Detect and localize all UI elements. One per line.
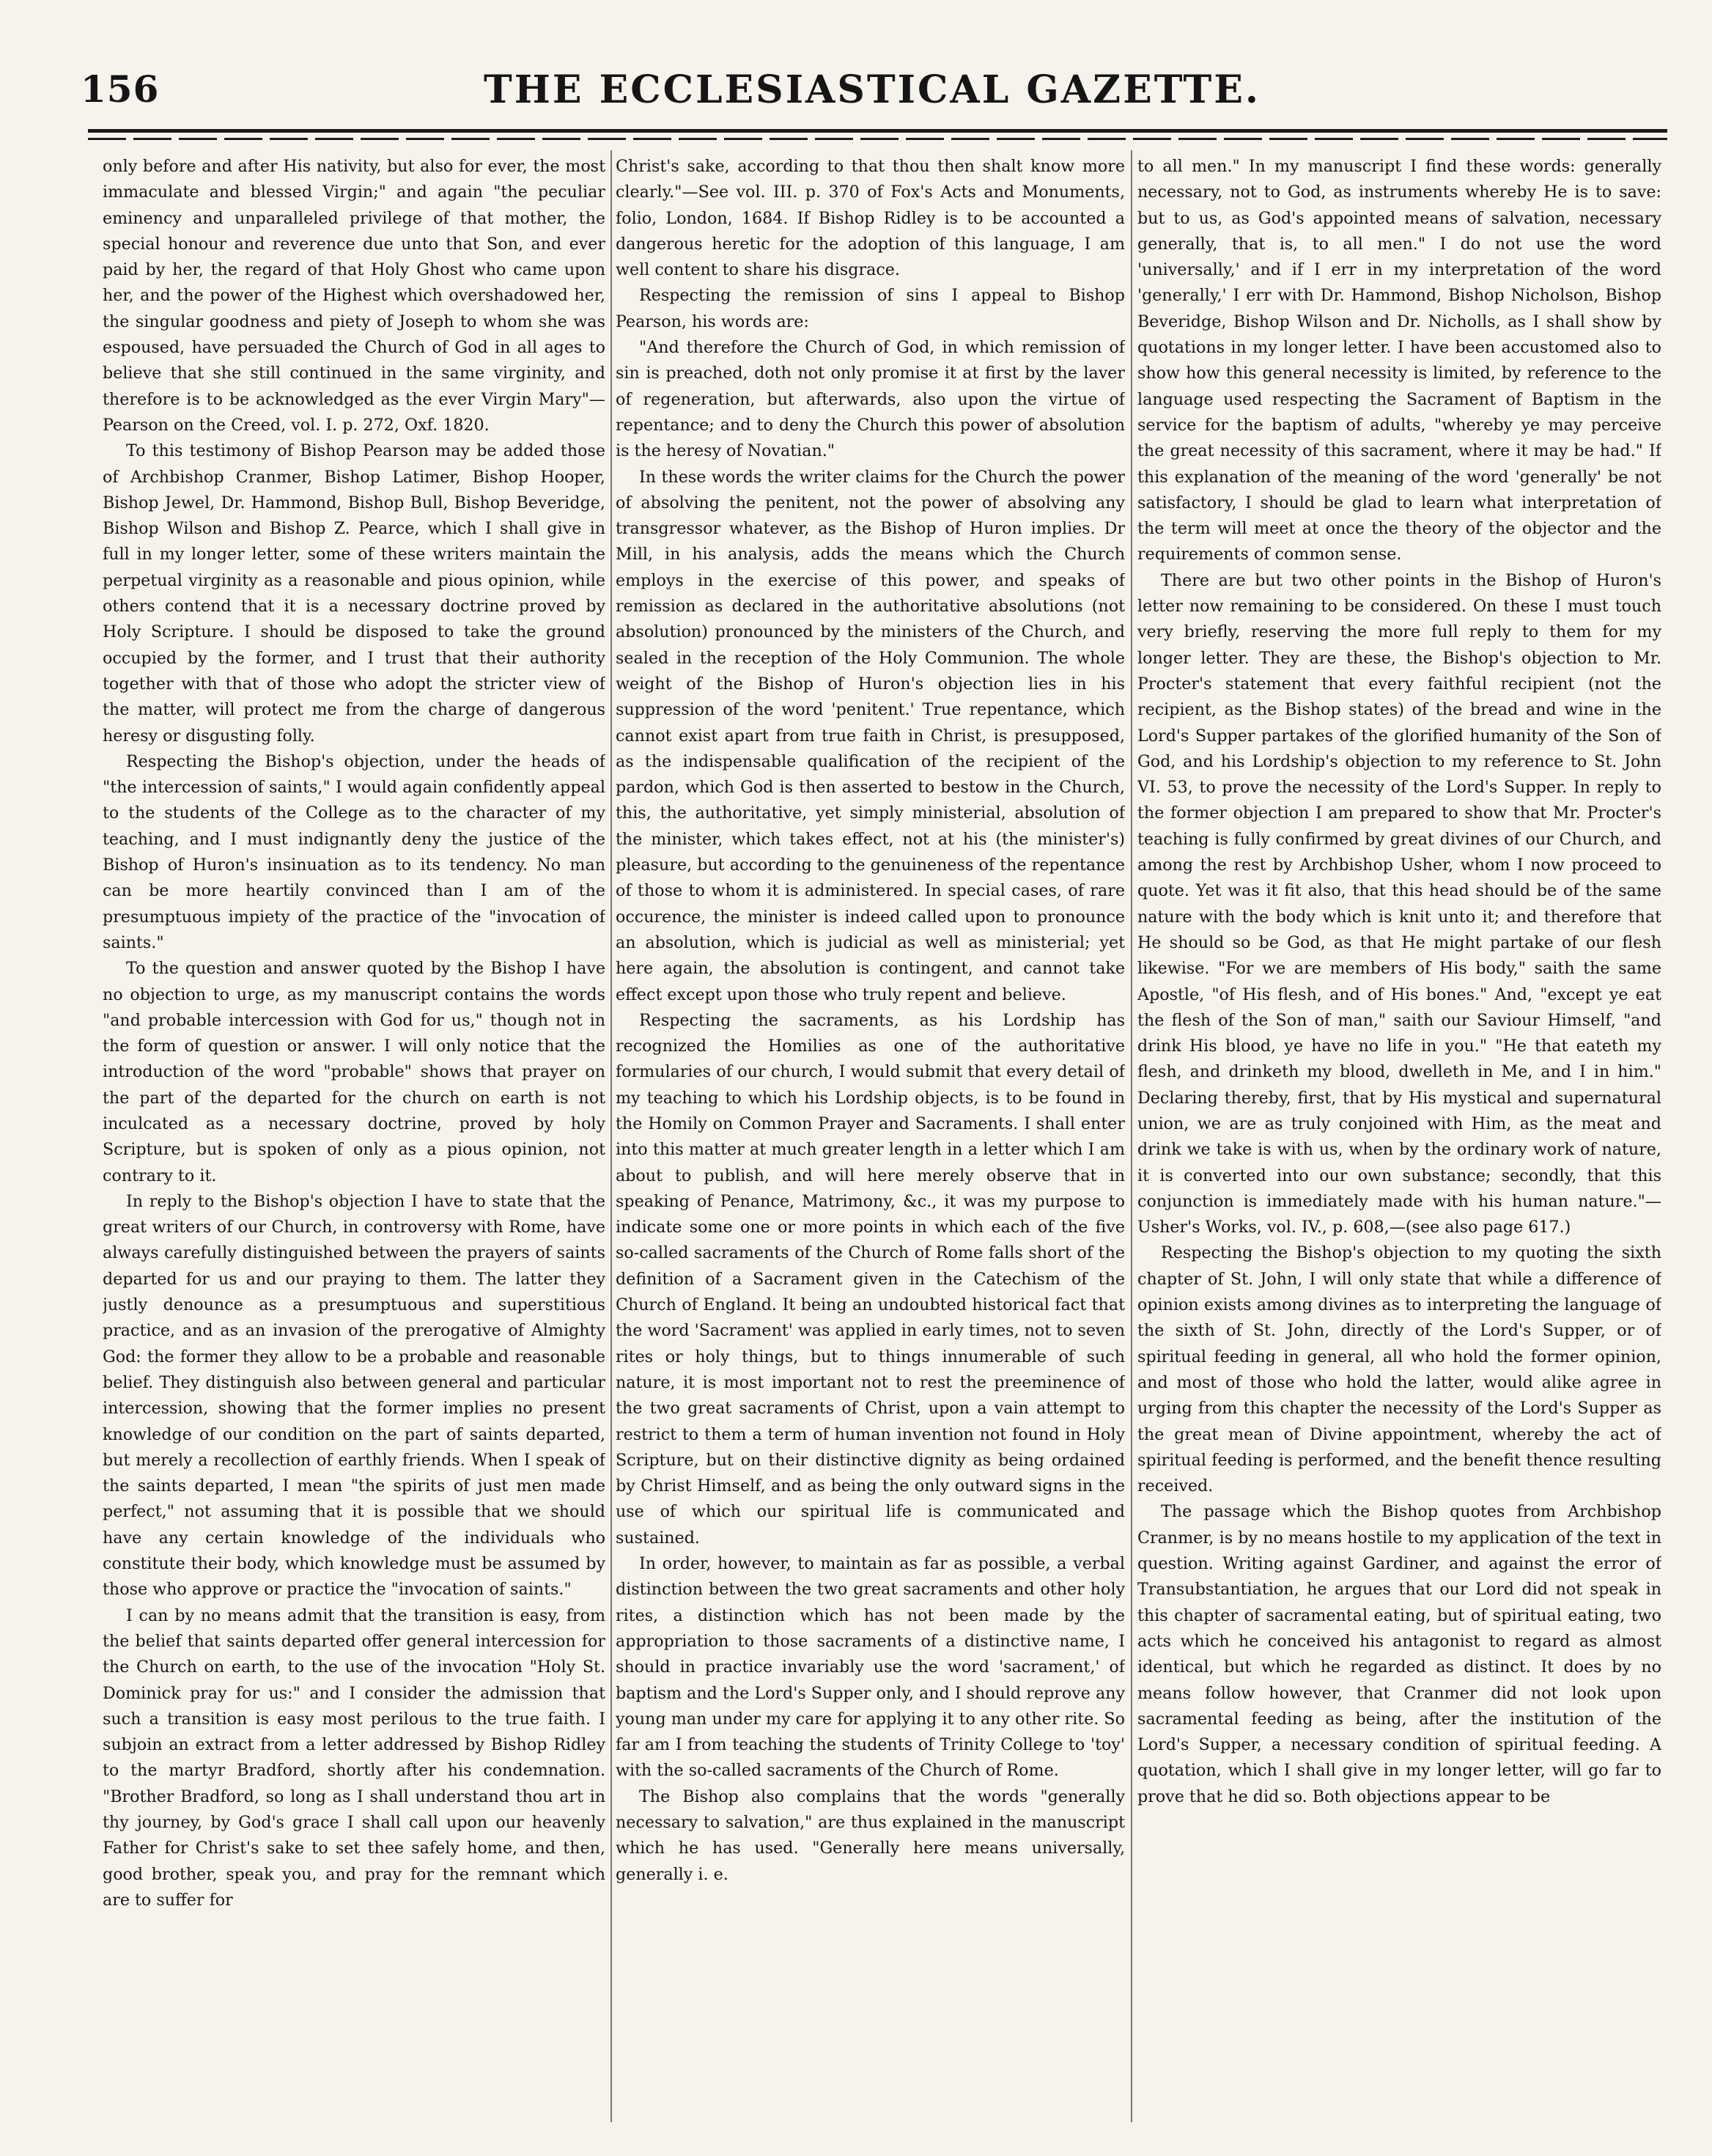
paragraph: Christ's sake, according to that thou then shalt know more clearly."—See vol. III. p. 370 of Fox's Acts and Monuments, folio, London, 1684. If Bishop Ridley is to be accounted a dangerous heretic for the adoption of this language, I am well content to share his disgrace. bbox=[616, 157, 1125, 280]
journal-title: THE ECCLESIASTICAL GAZETTE. bbox=[484, 67, 1261, 112]
paragraph: only before and after His nativity, but also for ever, the most immaculate and blessed Virgin;" and again "the peculiar eminency and unparalleled privilege of that mother, the special honour and reverence due unto that Son, and ever paid by her, the regard of that Holy Ghost who came upon her, and the power of the Highest which overshadowed her, the singular goodness and piety of Joseph to whom she was espoused, have persuaded the Church of God in all ages to believe that she still continued in the same virginity, and therefore is to be acknowledged as the ever Virgin Mary"—Pearson on the Creed, vol. I. p. 272, Oxf. 1820. bbox=[103, 157, 605, 435]
paragraph: The passage which the Bishop quotes from Archbishop Cranmer, is by no means hostile to my application of the text in question. Writing against Gardiner, and against the error of Transubstantiation, he argues that our Lord did not speak in this chapter of sacramental eating, but of spiritual eating, two acts which he conceived his antagonist to regard as almost identical, but which he regarded as distinct. It does by no means follow however, that Cranmer did not look upon sacramental feeding as being, after the institution of the Lord's Supper, a necessary condition of spiritual feeding. A quotation, which I shall give in my longer letter, will go far to prove that he did so. Both objections appear to be bbox=[1137, 1502, 1661, 1806]
paragraph: I can by no means admit that the transition is easy, from the belief that saints departed offer general intercession for the Church on earth, to the use of the invocation "Holy St. Dominick pray for us:" and I consider the admission that such a transition is easy most perilous to the true faith. I subjoin an extract from a letter addressed by Bishop Ridley to the martyr Bradford, shortly after his condemnation. "Brother Bradford, so long as I shall understand thou art in thy journey, by God's grace I shall call upon our heavenly Father for Christ's sake to set thee safely home, and then, good brother, speak you, and pray for the remnant which are to suffer for bbox=[103, 1605, 605, 1910]
paragraph: To this testimony of Bishop Pearson may be added those of Archbishop Cranmer, Bishop Latimer, Bishop Hooper, Bishop Jewel, Dr. Hammond, Bishop Bull, Bishop Beveridge, Bishop Wilson and Bishop Z. Pearce, which I shall give in full in my longer letter, some of these writers maintain the perpetual virginity as a reasonable and pious opinion, while others contend that it is a necessary doctrine proved by Holy Scripture. I should be disposed to take the ground occupied by the former, and I trust that their authority together with that of those who adopt the stricter view of the matter, will protect me from the charge of dangerous heresy or disgusting folly. bbox=[103, 441, 605, 746]
text-column-2 bbox=[616, 154, 1125, 2119]
paragraph: In these words the writer claims for the Church the power of absolving the penitent, not the power of absolving any transgressor whatever, as the Bishop of Huron implies. Dr Mill, in his analysis, adds the means which the Church employs in the exercise of this power, and speaks of remission as declared in the authoritative absolutions (not absolution) pronounced by the ministers of the Church, and sealed in the reception of the Holy Communion. The whole weight of the Bishop of Huron's objection lies in his suppression of the word 'penitent.' True repentance, which cannot exist apart from true faith in Christ, is presupposed, as the indispensable qualification of the recipient of the pardon, which God is then asserted to bestow in the Church, this, the authoritative, yet simply ministerial, absolution of the minister, which takes effect, not at his (the minister's) pleasure, but according to the genuineness of the repentance of those to whom it is administered. In special cases, of rare occurence, the minister is indeed called upon to pronounce an absolution, which is judicial as well as ministerial; yet here again, the absolution is contingent, and cannot take effect except upon those who truly repent and believe. bbox=[616, 467, 1125, 1004]
masthead bbox=[81, 67, 1664, 126]
paragraph: to all men." In my manuscript I find these words: generally necessary, not to God, as instruments whereby He is to save: but to us, as God's appointed means of salvation, necessary generally, that is, to all men." I do not use the word 'universally,' and if I err in my interpretation of the word 'generally,' I err with Dr. Hammond, Bishop Nicholson, Bishop Beveridge, Bishop Wilson and Dr. Nicholls, as I shall show by quotations in my longer letter. I have been accustomed also to show how this general necessity is limited, by reference to the language used respecting the Sacrament of Baptism in the service for the baptism of adults, "whereby ye may perceive the great necessity of this sacrament, where it may be had." If this explanation of the meaning of the word 'generally' be not satisfactory, I should be glad to learn what interpretation of the term will meet at once the theory of the objector and the requirements of common sense. bbox=[1137, 157, 1661, 564]
paragraph: Respecting the remission of sins I appeal to Bishop Pearson, his words are: bbox=[616, 286, 1125, 331]
text-column-1 bbox=[103, 154, 605, 2119]
header-dashed-rule bbox=[88, 138, 1667, 140]
page-number: 156 bbox=[81, 67, 160, 111]
paragraph: In reply to the Bishop's objection I have to state that the great writers of our Church, in controversy with Rome, have always carefully distinguished between the prayers of saints departed for us and our praying to them. The latter they justly denounce as a presumptuous and superstitious practice, and as an invasion of the prerogative of Almighty God: the former they allow to be a probable and reasonable belief. They distinguish also between general and particular intercession, showing that the former implies no present knowledge of our condition on the part of saints departed, but merely a recollection of earthly friends. When I speak of the saints departed, I mean "the spirits of just men made perfect," not assuming that it is possible that we should have any certain knowledge of the individuals who constitute their body, which knowledge must be assumed by those who approve or practice the "invocation of saints." bbox=[103, 1191, 605, 1600]
column-divider bbox=[1131, 150, 1132, 2122]
paragraph: In order, however, to maintain as far as possible, a verbal distinction between the two great sacraments and other holy rites, a distinction which has not been made by the appropriation to those sacraments of a distinctive name, I should in practice invariably use the word 'sacrament,' of baptism and the Lord's Supper only, and I should reprove any young man under my care for applying it to any other rite. So far am I from teaching the students of Trinity College to 'toy' with the so-called sacraments of the Church of Rome. bbox=[616, 1554, 1125, 1781]
paragraph: Respecting the Bishop's objection to my quoting the sixth chapter of St. John, I will only state that while a difference of opinion exists among divines as to interpreting the language of the sixth of St. John, directly of the Lord's Supper, or of spiritual feeding in general, all who hold the former opinion, and most of those who hold the latter, would alike agree in urging from this chapter the necessity of the Lord's Supper as the great mean of Divine appointment, whereby the act of spiritual feeding is performed, and the benefit thence resulting received. bbox=[1137, 1243, 1661, 1496]
header-rule bbox=[88, 129, 1667, 133]
paragraph: Respecting the Bishop's objection, under the heads of "the intercession of saints," I would again confidently appeal to the students of the College as to the character of my teaching, and I must indignantly deny the justice of the Bishop of Huron's insinuation as to its tendency. No man can be more heartily convinced than I am of the presumptuous impiety of the practice of the "invocation of saints." bbox=[103, 751, 605, 952]
paragraph: The Bishop also complains that the words "generally necessary to salvation," are thus explained in the manuscript which he has used. "Generally here means universally, generally i. e. bbox=[616, 1787, 1125, 1884]
paragraph: There are but two other points in the Bishop of Huron's letter now remaining to be considered. On these I must touch very briefly, reserving the more full reply to them for my longer letter. They are these, the Bishop's objection to Mr. Procter's statement that every faithful recipient (not the recipient, as the Bishop states) of the bread and wine in the Lord's Supper partakes of the glorified humanity of the Son of God, and his Lordship's objection to my reference to St. John VI. 53, to prove the necessity of the Lord's Supper. In reply to the former objection I am prepared to show that Mr. Procter's teaching is fully confirmed by great divines of our Church, and among the rest by Archbishop Usher, whom I now proceed to quote. Yet was it fit also, that this head should be of the same nature with the body which is knit unto it; and therefore that He should so be God, as that He might partake of our flesh likewise. "For we are members of His body," saith the same Apostle, "of His flesh, and of His bones." And, "except ye eat the flesh of the Son of man," saith our Saviour Himself, "and drink His blood, ye have no life in you." "He that eateth my flesh, and drinketh my blood, dwelleth in Me, and I in him." Declaring thereby, first, that by His mystical and supernatural union, we are as truly conjoined with Him, as the meat and drink we take is with us, when by the ordinary work of nature, it is converted into our own substance; secondly, that this conjunction is immediately made with his human nature."—Usher's Works, vol. IV., p. 608,—(see also page 617.) bbox=[1137, 570, 1661, 1237]
paragraph: Respecting the sacraments, as his Lordship has recognized the Homilies as one of the authoritative formularies of our church, I would submit that every detail of my teaching to which his Lordship objects, is to be found in the Homily on Common Prayer and Sacraments. I shall enter into this matter at much greater length in a letter which I am about to publish, and will here merely observe that in speaking of Penance, Matrimony, &c., it was my purpose to indicate some one or more points in which each of the five so-called sacraments of the Church of Rome falls short of the definition of a Sacrament given in the Catechism of the Church of England. It being an undoubted historical fact that the word 'Sacrament' was applied in early times, not to seven rites or holy things, but to things innumerable of such nature, it is most important not to rest the preeminence of the two great sacraments of Christ, upon a vain attempt to restrict to them a term of human invention not found in Holy Scripture, but on their distinctive dignity as being ordained by Christ Himself, and as being the only outward signs in the use of which our spiritual life is communicated and sustained. bbox=[616, 1010, 1125, 1548]
column-divider bbox=[610, 150, 612, 2122]
text-column-3 bbox=[1137, 154, 1661, 2119]
paragraph: "And therefore the Church of God, in which remission of sin is preached, doth not only promise it at first by the laver of regeneration, but afterwards, also upon the virtue of repentance; and to deny the Church this power of absolution is the heresy of Novatian." bbox=[616, 338, 1125, 461]
paragraph: To the question and answer quoted by the Bishop I have no objection to urge, as my manuscript contains the words "and probable intercession with God for us," though not in the form of question or answer. I will only notice that the introduction of the word "probable" shows that prayer on the part of the departed for the church on earth is not inculcated as a necessary doctrine, proved by holy Scripture, but is spoken of only as a pious opinion, not contrary to it. bbox=[103, 959, 605, 1185]
